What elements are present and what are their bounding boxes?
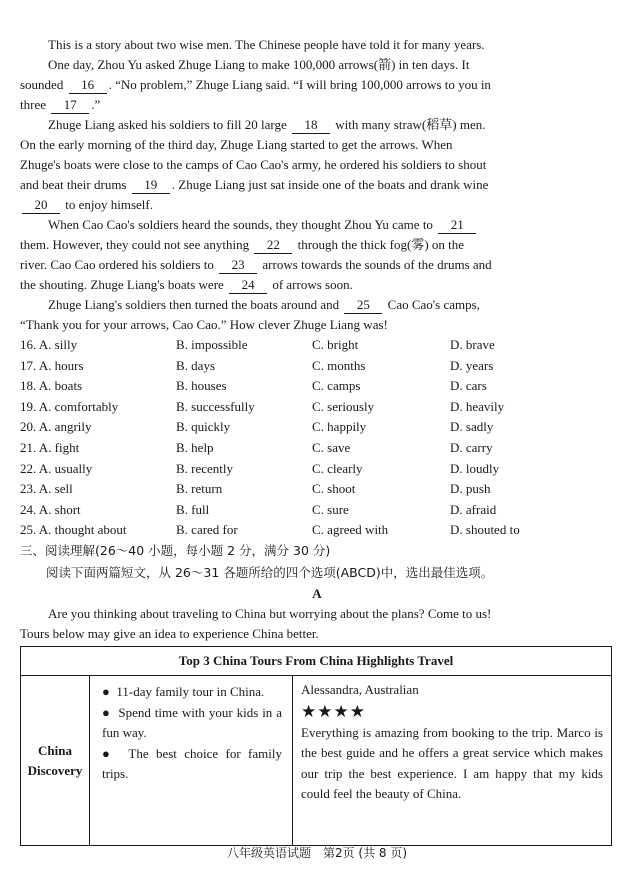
passage-line: “Thank you for your arrows, Cao Cao.” How clever Zhuge Liang was! [20, 317, 388, 332]
passage-line: Zhuge's boats were close to the camps of Cao Cao's army, he ordered his soldiers to shout [20, 157, 487, 172]
option-d: D. afraid [450, 501, 497, 517]
passage-line: river. Cao Cao ordered his soldiers to 23 arrows towards the sounds of the drums and [20, 257, 492, 272]
option-c: C. shoot [312, 481, 356, 497]
option-b: B. return [176, 481, 223, 497]
review-cell [293, 676, 612, 846]
option-d: D. sadly [450, 419, 494, 435]
tour-features-cell [90, 676, 293, 846]
passage-line: 20 to enjoy himself. [20, 195, 576, 215]
page-footer: 八年级英语试题 第2页 (共 8 页) [226, 846, 408, 860]
option-row-18 [20, 376, 580, 397]
part-label: A [312, 586, 322, 601]
bullet-icon: ● [102, 684, 110, 699]
blank-17: 17 [51, 97, 89, 114]
option-row-22 [20, 459, 580, 480]
option-b: B. cared for [176, 522, 238, 538]
option-a: 21. A. fight [20, 439, 80, 455]
option-d: D. loudly [450, 460, 500, 476]
option-b: B. houses [176, 378, 227, 394]
passage-line: When Cao Cao's soldiers heard the sounds, they thought Zhou Yu came to 21 [20, 215, 576, 235]
option-a: 19. A. comfortably [20, 398, 119, 414]
passage-line: One day, Zhou Yu asked Zhuge Liang to make 100,000 arrows(箭) in ten days. It [48, 57, 470, 72]
tour-name-cell [21, 676, 90, 846]
option-row-17 [20, 356, 580, 377]
blank-22: 22 [254, 237, 292, 254]
option-c: C. save [312, 439, 351, 455]
option-d: D. carry [450, 439, 493, 455]
option-row-24 [20, 500, 580, 521]
option-a: 24. A. short [20, 501, 81, 517]
passage-line: On the early morning of the third day, Zhuge Liang started to get the arrows. When [20, 137, 453, 152]
section-instruction: 阅读下面两篇短文，从 26～31 各题所给的四个选项(ABCD)中，选出最佳选项。 [46, 565, 494, 580]
passage-line: This is a story about two wise men. The Chinese people have told it for many years. [48, 37, 485, 52]
option-c: C. seriously [312, 398, 375, 414]
feature-item: ● The best choice for family trips. [102, 745, 282, 781]
option-a: 25. A. thought about [20, 522, 127, 538]
blank-25: 25 [344, 297, 382, 314]
option-c: C. agreed with [312, 522, 389, 538]
feature-item: ● 11-day family tour in China. [102, 684, 265, 699]
star-rating: ★★★★ [301, 701, 366, 721]
passage-line: three 17 .” [20, 97, 101, 112]
passage-line: the shouting. Zhuge Liang's boats were 24 of arrows soon. [20, 277, 353, 292]
tour-name: China [38, 742, 72, 758]
cloze-passage [20, 35, 576, 335]
passage-line: sounded 16 . “No problem,” Zhuge Liang said. “I will bring 100,000 arrows to you in [20, 77, 491, 92]
passage-line: them. However, they could not see anything 22 through the thick fog(雾) on the [20, 237, 465, 252]
blank-23: 23 [219, 257, 257, 274]
bullet-icon: ● [102, 745, 114, 761]
option-c: C. bright [312, 337, 359, 352]
passage-line: Zhuge Liang's soldiers then turned the boats around and 25 Cao Cao's camps, [48, 297, 480, 312]
blank-18: 18 [292, 117, 330, 134]
option-b: B. full [176, 501, 210, 517]
option-d: D. brave [450, 337, 495, 352]
tours-table [20, 646, 612, 846]
option-b: B. help [176, 439, 214, 455]
option-a: 18. A. boats [20, 378, 83, 394]
option-c: C. camps [312, 378, 361, 394]
option-row-21 [20, 438, 580, 459]
blank-16: 16 [69, 77, 107, 94]
intro-line: Are you thinking about traveling to China but worrying about the plans? Come to us! [48, 606, 492, 621]
option-c: C. sure [312, 501, 349, 517]
option-b: B. recently [176, 460, 234, 476]
blank-19: 19 [132, 177, 170, 194]
option-row-16 [20, 335, 580, 356]
passage-line: Zhuge Liang asked his soldiers to fill 20 large 18 with many straw(稻草) men. [48, 117, 486, 132]
option-a: 22. A. usually [20, 460, 93, 476]
blank-24: 24 [229, 277, 267, 294]
option-row-25 [20, 520, 580, 541]
option-d: D. heavily [450, 398, 505, 414]
option-d: D. push [450, 481, 491, 497]
intro-line: Tours below may give an idea to experience China better. [20, 626, 319, 641]
option-a: 16. A. silly [20, 337, 78, 352]
reviewer-name: Alessandra, Australian [301, 682, 419, 697]
option-row-20 [20, 417, 580, 438]
blank-21: 21 [438, 217, 476, 234]
option-b: B. days [176, 357, 215, 373]
option-row-19 [20, 397, 580, 418]
blank-20: 20 [22, 197, 60, 214]
option-c: C. clearly [312, 460, 363, 476]
option-c: C. happily [312, 419, 367, 435]
option-c: C. months [312, 357, 366, 373]
option-a: 23. A. sell [20, 481, 73, 497]
tour-name: Discovery [27, 762, 83, 778]
option-d: D. cars [450, 378, 487, 394]
option-b: B. successfully [176, 398, 255, 414]
section-heading: 三、阅读理解(26～40 小题，每小题 2 分，满分 30 分) [20, 543, 331, 558]
option-a: 17. A. hours [20, 357, 84, 373]
options-list [20, 335, 580, 541]
option-d: D. shouted to [450, 522, 520, 538]
option-row-23 [20, 479, 580, 500]
feature-item: ● Spend time with your kids in a fun way. [102, 704, 282, 740]
option-d: D. years [450, 357, 494, 373]
option-a: 20. A. angrily [20, 419, 92, 435]
option-b: B. quickly [176, 419, 231, 435]
bullet-icon: ● [102, 704, 111, 720]
passage-line: and beat their drums 19 . Zhuge Liang just sat inside one of the boats and drank wine [20, 177, 489, 192]
option-b: B. impossible [176, 337, 248, 352]
review-text: Everything is amazing from booking to the trip. Marco is the best guide and he offers a great service which makes our trip the best experience. I am happy that my kids could feel the beauty of China. [301, 724, 603, 801]
reading-intro [20, 604, 610, 644]
table-title: Top 3 China Tours From China Highlights Travel [21, 647, 612, 676]
